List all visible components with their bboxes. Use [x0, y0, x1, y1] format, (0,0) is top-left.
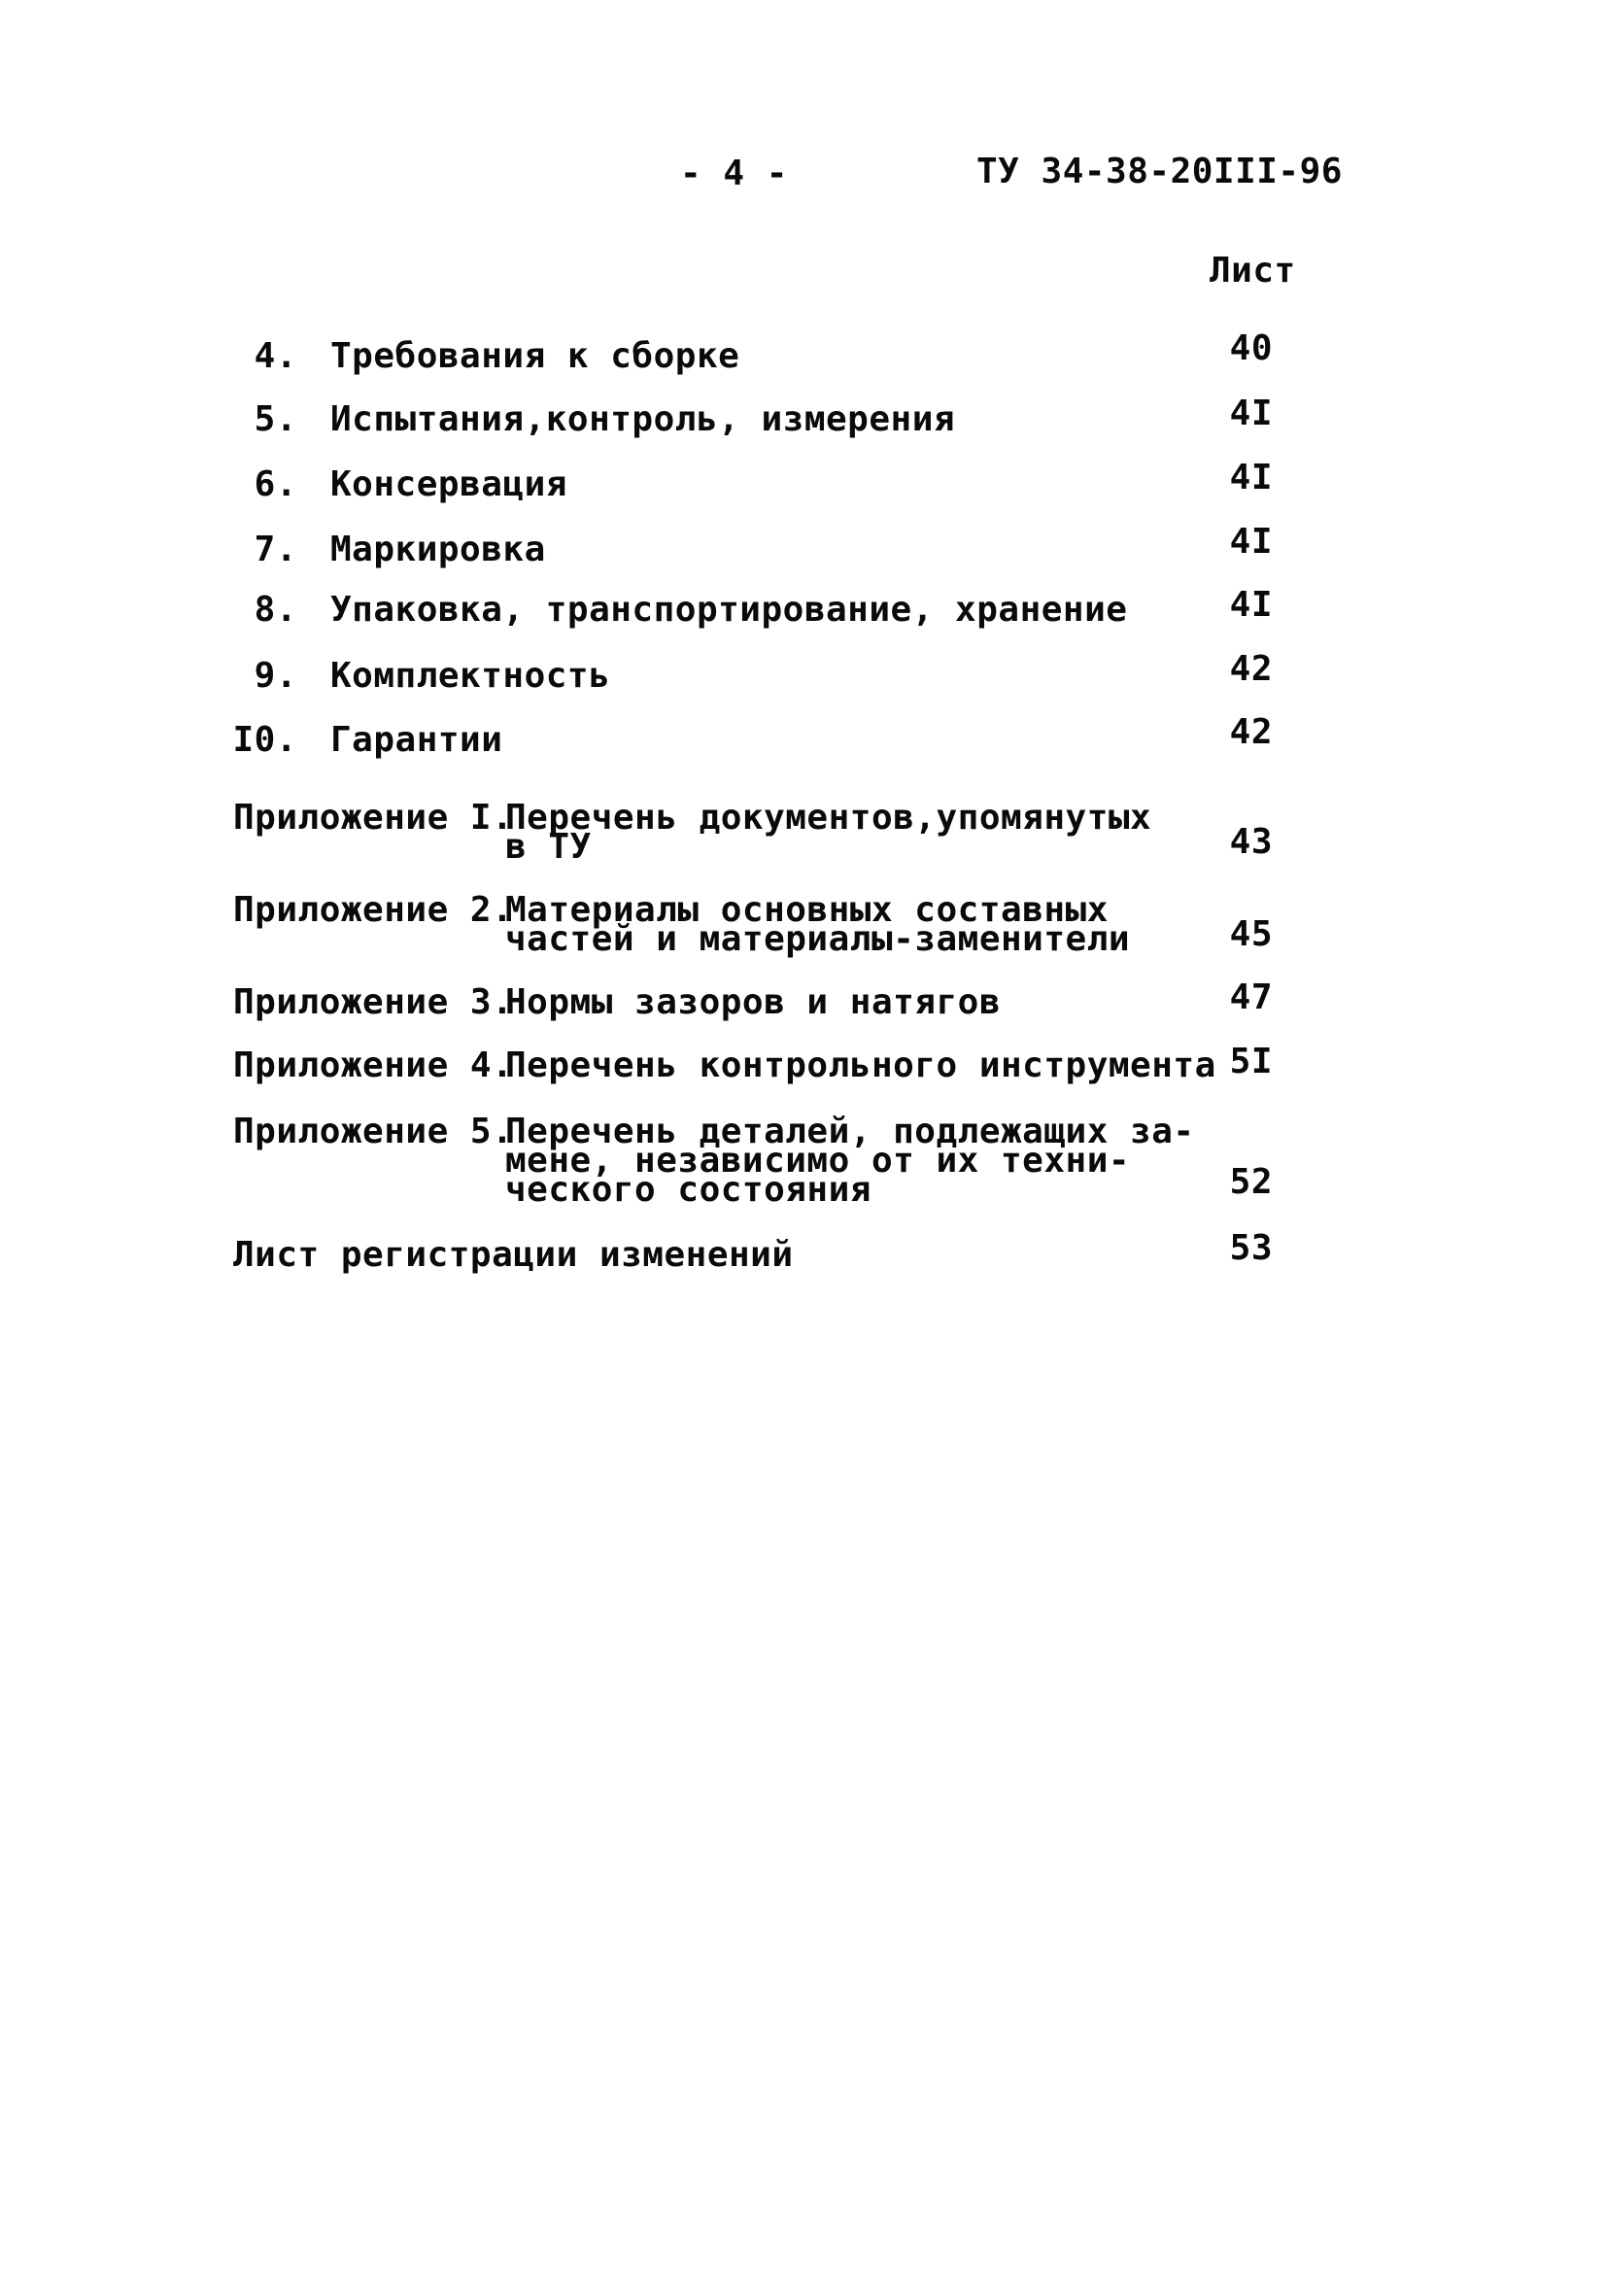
toc-item-number: 9.	[254, 656, 297, 696]
toc-item-title: Требования к сборке	[330, 336, 740, 376]
appendix-title-line: частей и материалы-заменители	[505, 919, 1131, 959]
appendix-title-line: Материалы основных составных	[505, 890, 1109, 930]
toc-item-number: I0.	[232, 720, 297, 760]
appendix-page: 52	[1229, 1162, 1273, 1202]
toc-item-number: 7.	[254, 530, 297, 569]
toc-item-title: Маркировка	[330, 530, 546, 569]
appendix-label: Приложение 3.	[233, 982, 514, 1022]
change-registration-title: Лист регистрации изменений	[233, 1235, 794, 1275]
appendix-title-line: Перечень деталей, подлежащих за-	[505, 1112, 1195, 1151]
appendix-title-line: Перечень контрольного инструмента	[505, 1045, 1216, 1085]
page-number: - 4 -	[680, 154, 788, 193]
appendix-title-line: в ТУ	[505, 827, 592, 867]
change-registration-page: 53	[1229, 1228, 1273, 1268]
toc-item-title: Гарантии	[330, 720, 503, 760]
appendix-title-line: Перечень документов,упомянутых	[505, 798, 1152, 838]
toc-item-number: 8.	[254, 590, 297, 630]
toc-item-number: 6.	[254, 464, 297, 504]
appendix-title-line: мене, независимо от их техни-	[505, 1141, 1131, 1181]
appendix-label: Приложение 4.	[233, 1045, 514, 1085]
appendix-title-line: Нормы зазоров и натягов	[505, 982, 1001, 1022]
appendix-title-line: ческого состояния	[505, 1170, 871, 1210]
toc-item-number: 4.	[254, 336, 297, 376]
toc-item-page: 42	[1229, 649, 1273, 689]
sheet-column-label: Лист	[1210, 251, 1296, 291]
toc-item-title: Консервация	[330, 464, 567, 504]
appendix-page: 5I	[1229, 1042, 1273, 1081]
toc-item-page: 4I	[1229, 394, 1273, 433]
appendix-page: 43	[1229, 822, 1273, 862]
appendix-page: 45	[1229, 914, 1273, 954]
toc-item-page: 40	[1229, 328, 1273, 368]
appendix-label: Приложение 2.	[233, 890, 514, 930]
toc-item-title: Испытания,контроль, измерения	[330, 399, 956, 439]
toc-item-page: 42	[1229, 712, 1273, 752]
toc-item-title: Упаковка, транспортирование, хранение	[330, 590, 1128, 630]
appendix-label: Приложение I.	[233, 798, 514, 838]
appendix-page: 47	[1229, 977, 1273, 1017]
toc-item-page: 4I	[1229, 585, 1273, 625]
toc-item-page: 4I	[1229, 522, 1273, 562]
toc-item-page: 4I	[1229, 458, 1273, 497]
toc-item-title: Комплектность	[330, 656, 611, 696]
appendix-label: Приложение 5.	[233, 1112, 514, 1151]
document-code: ТУ 34-38-20III-96	[976, 152, 1343, 191]
toc-item-number: 5.	[254, 399, 297, 439]
